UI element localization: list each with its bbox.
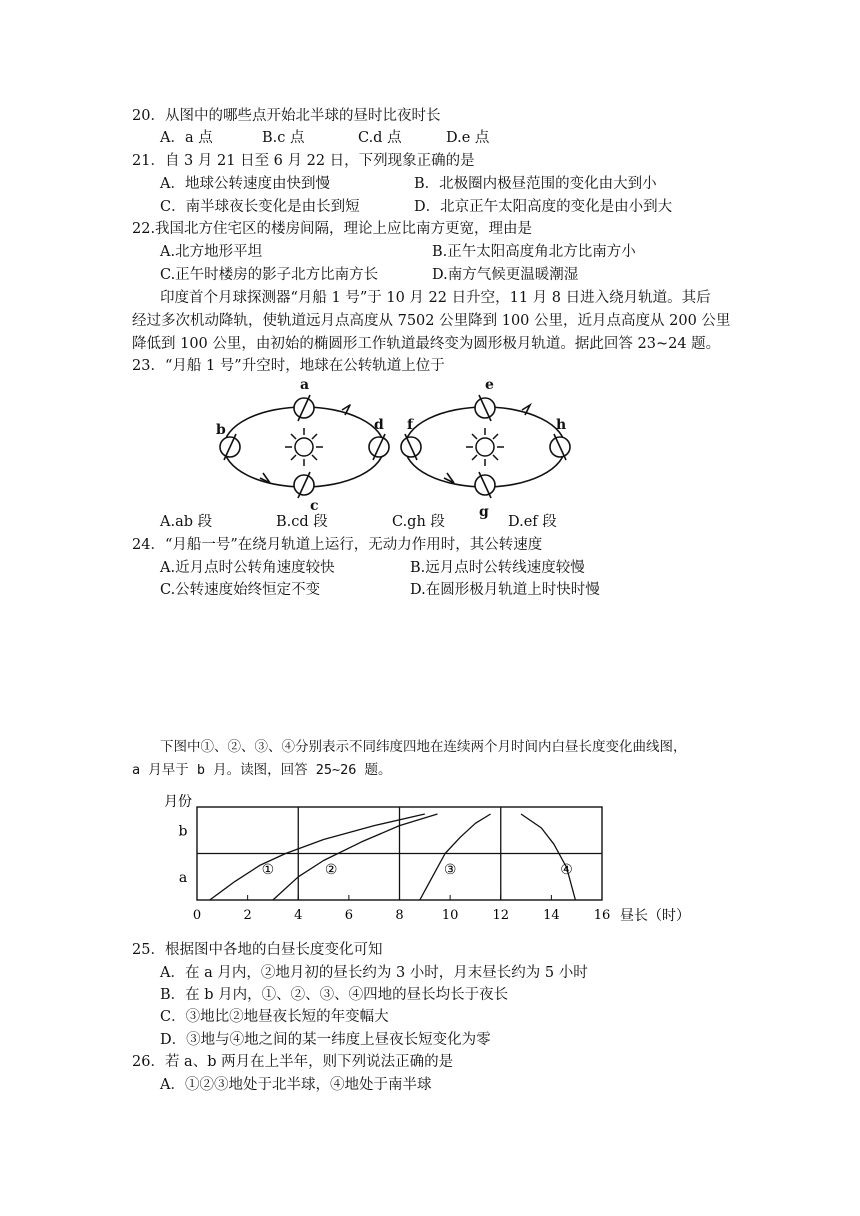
q25-option-b: B．在 b 月内，①、②、③、④四地的昼长均长于夜长 <box>160 987 509 1003</box>
q20-option-c: C.d 点 <box>358 130 402 146</box>
orbit-diagram <box>200 372 600 522</box>
chart-y-tick-label: b <box>178 823 188 840</box>
question-26-stem: 26．若 a、b 两月在上半年，则下列说法正确的是 <box>132 1054 454 1070</box>
q23-option-b: B.cd 段 <box>276 514 328 530</box>
q25-option-c: C．③地比②地昼夜长短的年变幅大 <box>160 1009 389 1025</box>
chart-x-tick-label: 2 <box>243 908 252 923</box>
chart-x-tick-label: 16 <box>593 908 611 923</box>
earth-c-icon <box>294 472 314 498</box>
chart-series-label: ① <box>261 861 275 878</box>
q23-option-a: A.ab 段 <box>160 514 213 530</box>
chart-x-tick-label: 6 <box>344 908 354 923</box>
orbit-label-e: e <box>485 377 494 393</box>
q20-option-d: D.e 点 <box>446 130 490 146</box>
q21-option-b: B．北极圈内极昼范围的变化由大到小 <box>414 176 657 192</box>
question-25-stem: 25．根据图中各地的白昼长度变化可知 <box>132 942 383 958</box>
chart-series-label: ② <box>324 861 338 878</box>
chart-x-tick-label: 0 <box>192 908 202 923</box>
chart-x-tick-label: 12 <box>492 908 510 923</box>
chart-series-line <box>210 814 425 900</box>
earth-d-icon <box>369 434 389 460</box>
chart-series-line <box>420 814 491 900</box>
q24-option-a: A.近月点时公转角速度较快 <box>160 560 335 576</box>
passage-1-line-1: 印度首个月球探测器“月船 1 号”于 10 月 22 日升空，11 月 8 日进入绕月轨道。其后 <box>160 290 711 306</box>
q25-option-a: A．在 a 月内，②地月初的昼长约为 3 小时，月末昼长约为 5 小时 <box>160 965 588 981</box>
question-22-stem: 22.我国北方住宅区的楼房间隔，理论上应比南方更宽，理由是 <box>132 221 533 237</box>
chart-x-axis-label: 昼长（时） <box>620 908 690 924</box>
q21-option-c: C．南半球夜长变化是由长到短 <box>160 199 360 215</box>
q22-option-c: C.正午时楼房的影子北方比南方长 <box>160 267 379 283</box>
chart-x-tick-label: 4 <box>294 908 303 923</box>
question-20-stem: 20．从图中的哪些点开始北半球的昼时比夜时长 <box>132 108 441 124</box>
orbit-label-b: b <box>216 422 226 438</box>
chart-series-label: ③ <box>443 861 457 878</box>
orbit-label-c: c <box>310 498 319 514</box>
q21-option-d: D．北京正午太阳高度的变化是由小到大 <box>414 199 673 215</box>
orbit-label-a: a <box>300 377 310 393</box>
orbit-label-d: d <box>374 417 384 433</box>
chart-y-tick-label: a <box>178 869 188 886</box>
orbit-label-g: g <box>479 504 489 520</box>
chart-x-tick-label: 10 <box>441 908 459 923</box>
q23-option-d: D.ef 段 <box>508 514 557 530</box>
q23-option-c: C.gh 段 <box>392 514 445 530</box>
chart-series-label: ④ <box>560 861 573 878</box>
orbit-label-h: h <box>556 417 567 433</box>
q22-option-d: D.南方气候更温暖潮湿 <box>432 267 579 283</box>
q24-option-d: D.在圆形极月轨道上时快时慢 <box>410 582 600 598</box>
earth-f-icon <box>401 434 421 460</box>
q20-option-b: B.c 点 <box>262 130 305 146</box>
question-21-stem: 21．自 3 月 21 日至 6 月 22 日，下列现象正确的是 <box>132 153 475 169</box>
q22-option-a: A.北方地形平坦 <box>160 244 263 260</box>
q25-option-d: D．③地与④地之间的某一纬度上昼夜长短变化为零 <box>160 1032 491 1048</box>
earth-a-icon <box>294 395 314 421</box>
day-length-chart <box>150 788 710 928</box>
q24-option-c: C.公转速度始终恒定不变 <box>160 582 321 598</box>
q21-option-a: A．地球公转速度由快到慢 <box>160 176 330 192</box>
passage-2-line-1: 下图中①、②、③、④分别表示不同纬度四地在连续两个月时间内白昼长度变化曲线图， <box>160 739 687 755</box>
earth-h-icon <box>550 434 570 460</box>
question-24-stem: 24．“月船一号”在绕月轨道上运行，无动力作用时，其公转速度 <box>132 537 543 553</box>
passage-1-line-2: 经过多次机动降轨，使轨道远月点高度从 7502 公里降到 100 公里，近月点高度从 200 公里 <box>132 313 731 329</box>
sun-left-icon <box>285 428 323 466</box>
question-23-stem: 23．“月船 1 号”升空时，地球在公转轨道上位于 <box>132 358 445 374</box>
q20-option-a: A．a 点 <box>160 130 213 146</box>
passage-1-line-3: 降低到 100 公里，由初始的椭圆形工作轨道最终变为圆形极月轨道。据此回答 23~24 题。 <box>132 336 721 352</box>
earth-e-icon <box>475 395 495 421</box>
passage-2-line-2: a 月早于 b 月。读图，回答 25~26 题。 <box>132 762 392 778</box>
chart-x-tick-label: 14 <box>543 908 560 923</box>
q24-option-b: B.远月点时公转线速度较慢 <box>410 560 585 576</box>
chart-series-line <box>521 814 575 900</box>
earth-g-icon <box>475 472 495 498</box>
sun-right-icon <box>466 428 504 466</box>
q26-option-a: A．①②③地处于北半球，④地处于南半球 <box>160 1077 432 1093</box>
chart-x-tick-label: 8 <box>395 908 404 923</box>
orbit-label-f: f <box>407 417 414 433</box>
chart-series-line <box>273 814 438 900</box>
q22-option-b: B.正午太阳高度角北方比南方小 <box>432 244 636 260</box>
chart-y-axis-label: 月份 <box>164 794 192 810</box>
